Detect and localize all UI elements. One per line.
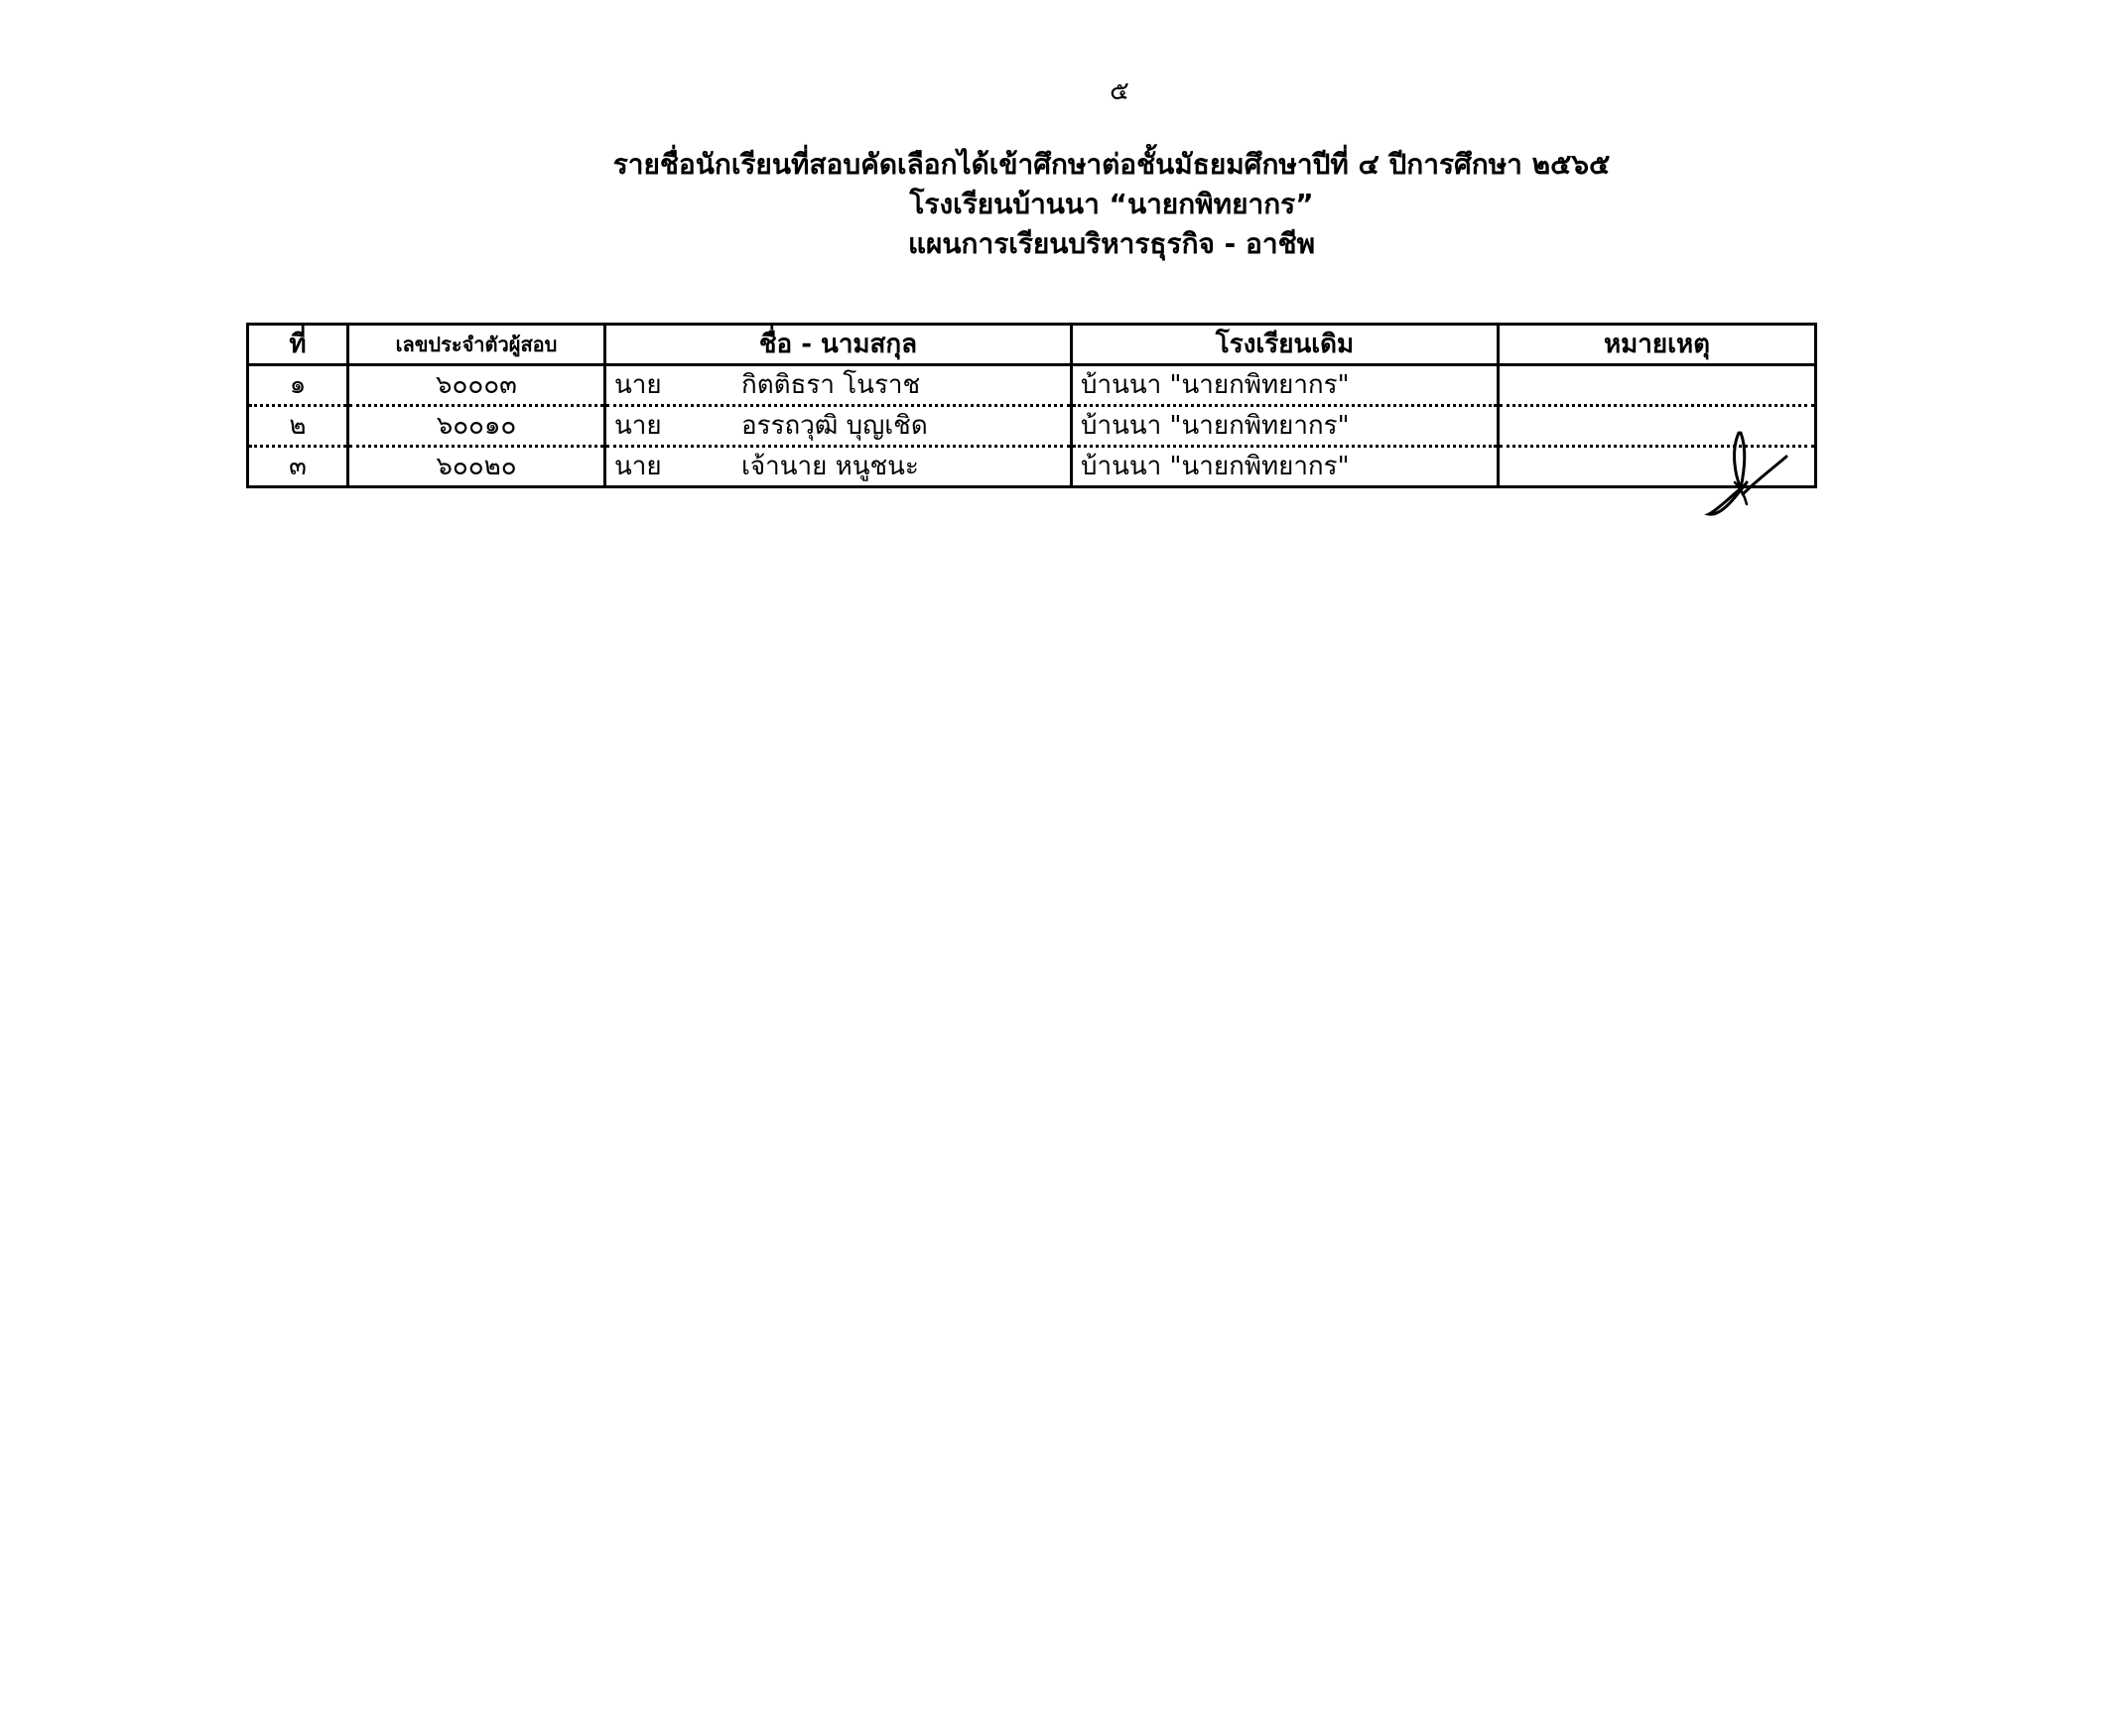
row-former-school: บ้านนา "นายกพิทยากร" [1072,406,1499,447]
table-header-row [248,325,1816,365]
row-exam-id: ๖๐๐๑๐ [348,406,605,447]
row-exam-id: ๖๐๐๒๐ [348,447,605,487]
row-no: ๒ [248,406,348,447]
table-row [248,365,1816,406]
signature-icon [1695,425,1794,524]
row-no: ๓ [248,447,348,487]
row-former-school: บ้านนา "นายกพิทยากร" [1072,447,1499,487]
row-name-prefix: นาย [614,370,662,400]
title-line-3: แผนการเรียนบริหารธุรกิจ - อาชีพ [907,227,1316,260]
document-title [417,145,1806,264]
header-former-school: โรงเรียนเดิม [1072,325,1499,365]
row-fullname: กิตติธรา โนราช [741,370,921,400]
header-name: ชื่อ - นามสกุล [605,325,1072,365]
page-number: ๕ [1110,76,1129,106]
row-exam-id: ๖๐๐๐๓ [348,365,605,406]
row-name [605,447,1072,487]
row-fullname: เจ้านาย หนูชนะ [741,452,919,481]
table-row [248,447,1816,487]
row-no: ๑ [248,365,348,406]
row-name [605,365,1072,406]
row-former-school: บ้านนา "นายกพิทยากร" [1072,365,1499,406]
header-no: ที่ [248,325,348,365]
header-remark: หมายเหตุ [1499,325,1816,365]
row-name-prefix: นาย [614,452,662,481]
title-line-2: โรงเรียนบ้านนา “นายกพิทยากร” [909,188,1314,220]
row-fullname: อรรถวุฒิ บุญเชิด [741,411,928,441]
row-name-prefix: นาย [614,411,662,441]
title-line-1: รายชื่อนักเรียนที่สอบคัดเลือกได้เข้าศึกษาต่อชั้นมัธยมศึกษาปีที่ ๔ ปีการศึกษา ๒๕๖๕ [612,148,1611,181]
row-name [605,406,1072,447]
table-row [248,406,1816,447]
header-exam-id: เลขประจำตัวผู้สอบ [348,325,605,365]
student-list-table [246,323,1817,488]
row-remark [1499,365,1816,406]
